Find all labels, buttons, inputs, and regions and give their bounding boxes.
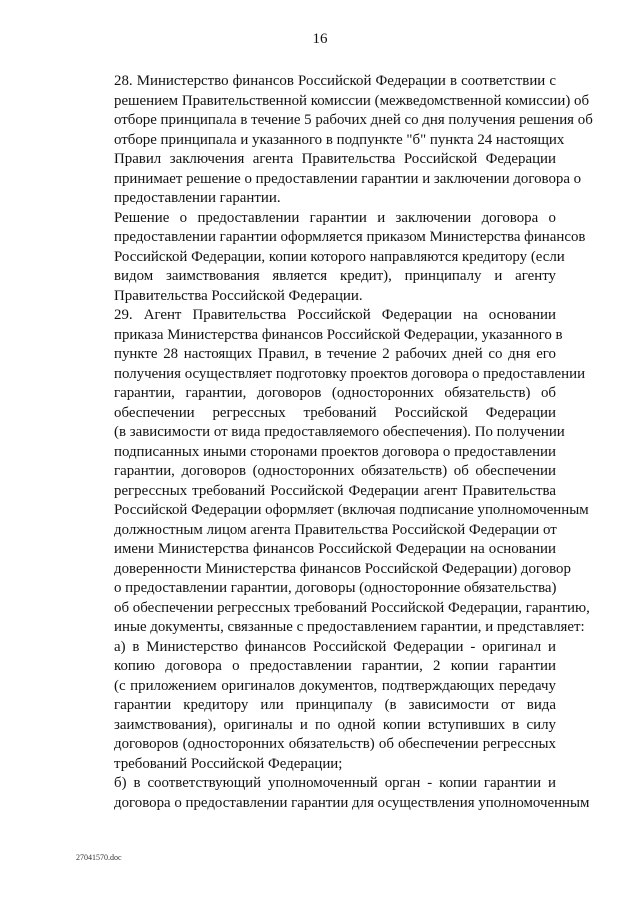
text-line: видом заимствования является кредит), принципалу и агенту xyxy=(114,268,556,284)
text-line: (в зависимости от вида предоставляемого обеспечения). По получении xyxy=(114,424,565,440)
text-line: отборе принципала и указанного в подпункте "б" пункта 24 настоящих xyxy=(114,131,565,148)
text-line: принимает решение о предоставлении гарантии и заключении договора о xyxy=(114,170,582,187)
text-line: приказа Министерства финансов Российской Федерации, указанного в xyxy=(114,326,563,343)
text-line: регрессных требований Российской Федерации агент Правительства xyxy=(114,482,556,499)
paragraph-29 xyxy=(76,306,590,638)
text-line: решением Правительственной комиссии (межведомственной комиссии) об xyxy=(114,92,590,109)
text-line: иные документы, связанные с предоставлением гарантии, и представляет: xyxy=(114,619,585,635)
document-body xyxy=(76,72,593,813)
text-line: предоставлении гарантии. xyxy=(114,190,281,206)
paragraph-28 xyxy=(76,72,593,209)
paragraph-29-a xyxy=(76,638,556,775)
text-line: Российской Федерации, копии которого направляются кредитору (если xyxy=(114,248,565,265)
text-line: договоров (односторонних обязательств) об обеспечении регрессных xyxy=(114,736,556,752)
text-line: о предоставлении гарантии, договоры (односторонние обязательства) xyxy=(114,580,557,596)
text-line: обеспечении регрессных требований Российской Федерации xyxy=(114,404,556,421)
text-line: об обеспечении регрессных требований Российской Федерации, гарантию, xyxy=(114,599,590,616)
text-line: (с приложением оригиналов документов, подтверждающих передачу xyxy=(114,677,556,694)
paragraph-29-b xyxy=(76,774,590,813)
text-line: гарантии, договоров (односторонних обязательств) об обеспечении xyxy=(114,463,556,479)
text-line: заимствования), оригиналы и по одной копии вступивших в силу xyxy=(114,716,556,733)
text-line: Правил заключения агента Правительства Российской Федерации xyxy=(114,151,556,167)
document-filename: 27041570.doc xyxy=(76,853,122,862)
text-line: гарантии, гарантии, договоров (односторонних обязательств) об xyxy=(114,385,556,401)
text-line: 29. Агент Правительства Российской Федерации на основании xyxy=(114,307,556,323)
text-line: пункте 28 настоящих Правил, в течение 2 рабочих дней со дня его xyxy=(114,346,556,362)
text-line: доверенности Министерства финансов Российской Федерации) договор xyxy=(114,560,571,577)
text-line: Решение о предоставлении гарантии и заключении договора о xyxy=(114,209,556,226)
text-line: гарантии кредитору или принципалу (в зависимости от вида xyxy=(114,697,556,713)
text-line: копию договора о предоставлении гарантии, 2 копии гарантии xyxy=(114,658,556,674)
text-line: 28. Министерство финансов Российской Федерации в соответствии с xyxy=(114,73,556,89)
text-line: подписанных иными сторонами проектов договора о предоставлении xyxy=(114,443,556,460)
text-line: предоставлении гарантии оформляется приказом Министерства финансов xyxy=(114,229,586,245)
text-line: договора о предоставлении гарантии для осуществления уполномоченным xyxy=(114,794,590,811)
text-line: а) в Министерство финансов Российской Федерации - оригинал и xyxy=(114,638,556,655)
text-line: требований Российской Федерации; xyxy=(114,755,343,772)
text-line: отборе принципала в течение 5 рабочих дней со дня получения решения об xyxy=(114,112,593,128)
text-line: Российской Федерации оформляет (включая подписание уполномоченным xyxy=(114,502,589,518)
page-number: 16 xyxy=(312,31,328,47)
text-line: имени Министерства финансов Российской Федерации на основании xyxy=(114,541,556,557)
text-line: б) в соответствующий уполномоченный орган - копии гарантии и xyxy=(114,775,556,791)
text-line: Правительства Российской Федерации. xyxy=(114,287,363,304)
paragraph-28-decision xyxy=(76,209,586,307)
text-line: получения осуществляет подготовку проектов договора о предоставлении xyxy=(114,365,586,382)
text-line: должностным лицом агента Правительства Российской Федерации от xyxy=(114,521,557,538)
